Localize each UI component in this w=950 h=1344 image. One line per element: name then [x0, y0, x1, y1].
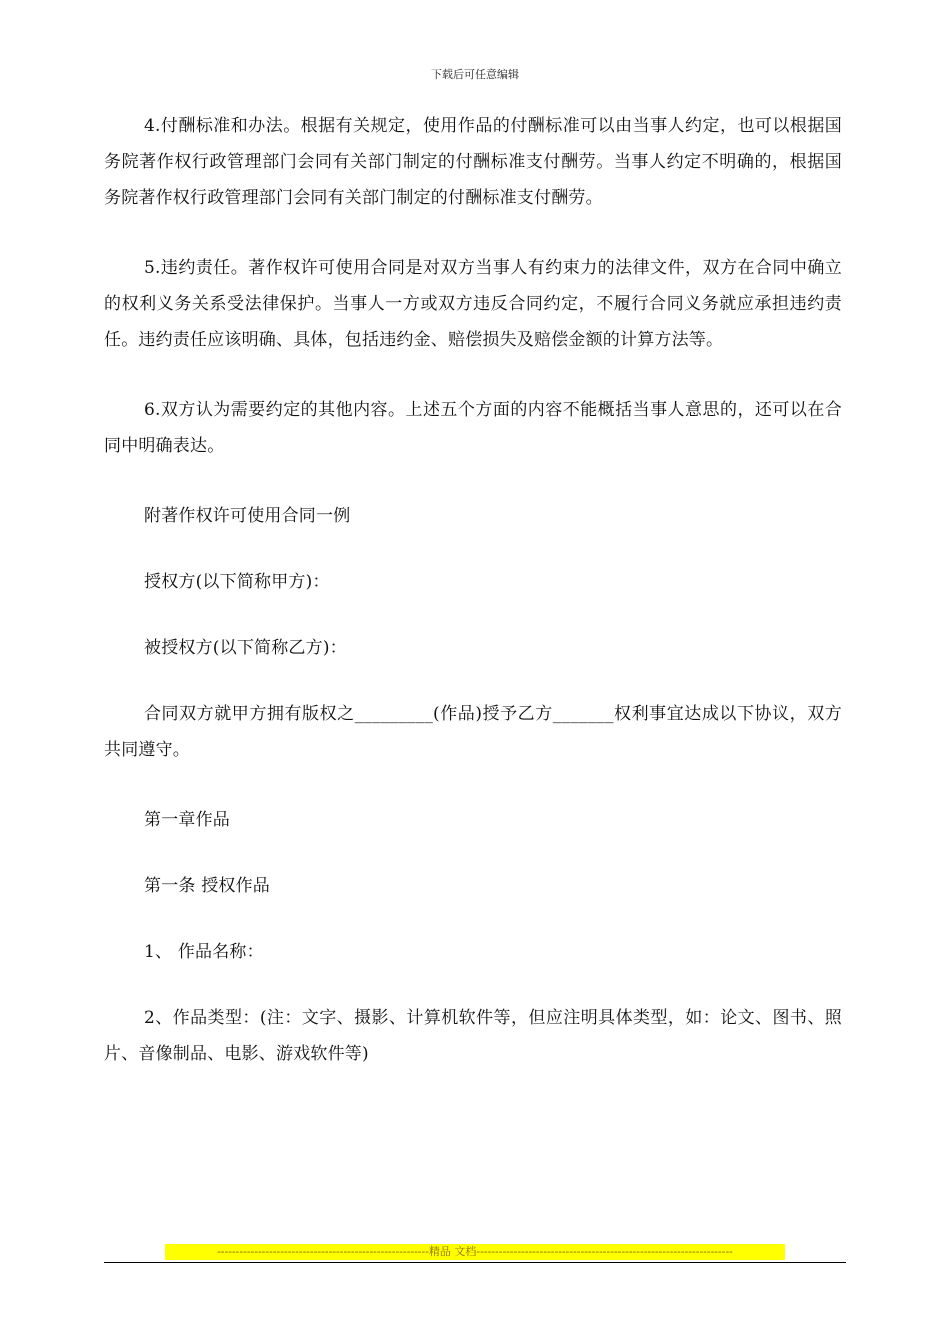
paragraph-other-terms: 6.双方认为需要约定的其他内容。上述五个方面的内容不能概括当事人意思的，还可以在合同中明确表达。	[104, 400, 842, 456]
paragraph-payment-standard: 4.付酬标准和办法。根据有关规定，使用作品的付酬标准可以由当事人约定，也可以根据国务院著作权行政管理部门会同有关部门制定的付酬标准支付酬劳。当事人约定不明确的，根据国务院著作权行政管理部门会同有关部门制定的付酬标准支付酬劳。	[104, 116, 842, 208]
footer-watermark: ---------------------------------------------------------精品 文档---------------------------------------------------------------------	[165, 1244, 785, 1260]
paragraph-licensor: 授权方(以下简称甲方)：	[144, 572, 330, 592]
document-body	[104, 108, 842, 1106]
footer-divider	[104, 1262, 846, 1263]
paragraph-agreement: 合同双方就甲方拥有版权之_________(作品)授予乙方_______权利事宜达成以下协议，双方共同遵守。	[104, 704, 842, 760]
paragraph-licensee: 被授权方(以下简称乙方)：	[144, 638, 347, 658]
paragraph-work-type: 2、作品类型：(注：文字、摄影、计算机软件等，但应注明具体类型，如：论文、图书、照片、音像制品、电影、游戏软件等)	[104, 1008, 842, 1064]
paragraph-article-one: 第一条 授权作品	[144, 876, 271, 896]
paragraph-contract-example-title: 附著作权许可使用合同一例	[144, 506, 351, 526]
paragraph-work-name: 1、 作品名称：	[144, 942, 264, 962]
paragraph-chapter-one: 第一章作品	[144, 810, 230, 830]
paragraph-liability: 5.违约责任。著作权许可使用合同是对双方当事人有约束力的法律文件，双方在合同中确立的权利义务关系受法律保护。当事人一方或双方违反合同约定，不履行合同义务就应承担违约责任。违约责任应该明确、具体，包括违约金、赔偿损失及赔偿金额的计算方法等。	[104, 258, 842, 350]
page-header: 下载后可任意编辑	[431, 68, 519, 81]
